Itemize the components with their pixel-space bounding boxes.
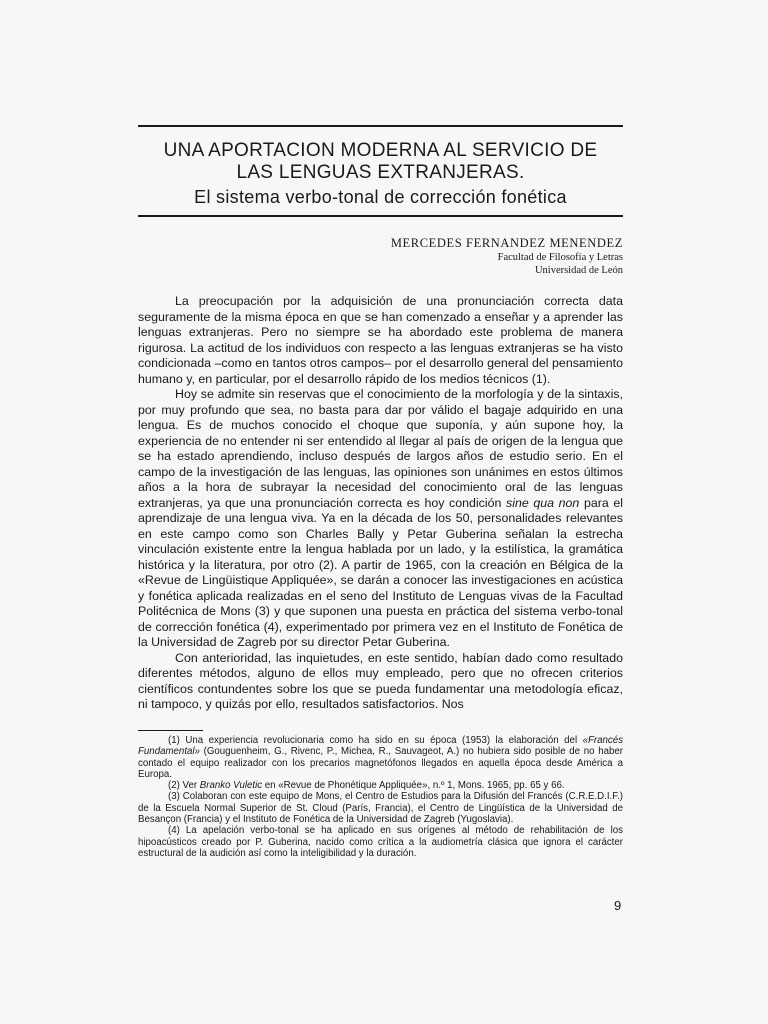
title-line-2: LAS LENGUAS EXTRANJERAS. bbox=[236, 162, 525, 183]
footnote-1 bbox=[138, 735, 623, 780]
footnote-text: (Gouguenheim, G., Rivenc, P., Michea, R., Sauvageot, A.) no hubiera sido posible de no haber contado el equipo realizador con los precarios magnetófonos llegados en aquella época desde América a Europa. bbox=[138, 746, 623, 780]
footnote-italic: Branko Vuletic bbox=[199, 780, 263, 792]
author-affiliation-faculty: Facultad de Filosofía y Letras bbox=[497, 252, 623, 263]
body-text-span: Hoy se admite sin reservas que el conocimiento de la morfología y de la sintaxis, por muy profundo que sea, no basta para dar por válido el bagaje adquirido en una lengua. Es de muchos conocido el choque que suponía, y aún supone hoy, la experiencia de no entender ni ser entendido al llegar al país de origen de la lengua que se ha estado aprendiendo, incluso después de largos años de estudio serio. En el campo de la investigación de las lenguas, las opiniones son unánimes en estos últimos años a la hora de subrayar la necesidad del conocimiento oral de las lenguas extranjeras, ya que una pronunciación correcta es hoy condición bbox=[138, 387, 623, 510]
footnote-separator bbox=[138, 730, 203, 731]
title-block bbox=[138, 140, 623, 208]
footnote-italic: «Francés Fundamental» bbox=[138, 735, 623, 758]
title-line-1: UNA APORTACION MODERNA AL SERVICIO DE bbox=[163, 140, 598, 161]
body-paragraph bbox=[138, 387, 623, 651]
body-paragraph: La preocupación por la adquisición de una pronunciación correcta data seguramente de la misma época en que se han comenzado a enseñar y a aprender las lenguas extranjeras. Pero no siempre se ha abordado este problema de manera rigurosa. La actitud de los individuos con respecto a las lenguas extranjeras se ha visto condicionada –como en tantos otros campos– por el desarrollo general del pensamiento humano y, en particular, por el desarrollo rápido de los medios técnicos (1). bbox=[138, 294, 623, 386]
title-bottom-rule bbox=[138, 215, 623, 217]
footnote-text: (2) Ver bbox=[168, 780, 198, 792]
author-name: MERCEDES FERNANDEZ MENENDEZ bbox=[390, 236, 623, 250]
body-text-span: para el aprendizaje de una lengua viva. Ya en la década de los 50, personalidades relevantes en este campo como son Charles Bally y Petar Guberina señalan la estrecha vinculación existente entre la lengua hablada por un lado, y la estilística, la gramática histórica y la literatura, por otro (2). A partir de 1965, con la creación en Bélgica de la «Revue de Lingüistique Appliquée», se darán a conocer las investigaciones en acústica y fonética aplicada realizadas en el seno del Instituto de Lenguas vivas de la Facultad Politécnica de Mons (3) y que suponen una puesta en práctica del sistema verbo-tonal de corrección fonética (4), experimentado por primera vez en el Instituto de Fonética de la Universidad de Zagreb por su director Petar Guberina. bbox=[138, 495, 624, 649]
author-affiliation-university: Universidad de León bbox=[534, 265, 623, 276]
footnotes bbox=[138, 735, 623, 859]
author-block bbox=[391, 236, 623, 277]
subtitle: El sistema verbo-tonal de corrección fonética bbox=[194, 187, 567, 207]
footnote-2 bbox=[138, 780, 623, 791]
italic-phrase: sine qua non bbox=[506, 495, 580, 510]
footnote-text: en «Revue de Phonétique Appliquée», n.º 1, Mons. 1965, pp. 65 y 66. bbox=[264, 780, 565, 792]
footnote-4: (4) La apelación verbo-tonal se ha aplicado en sus orígenes al método de rehabilitación de los hipoacústicos creado por P. Guberina, nacido como crítica a la audiometría clásica que ignora el carácter estructural de la audición así como la inteligibilidad y la duración. bbox=[138, 825, 623, 859]
footnote-text: (1) Una experiencia revolucionaria como ha sido en su época (1953) la elaboración del bbox=[168, 735, 578, 746]
footnote-3: (3) Colaboran con este equipo de Mons, el Centro de Estudios para la Difusión del Francés (C.R.E.D.I.F.) de la Escuela Normal Superior de St. Cloud (París, Francia), el Centro de Lingüística de la Universidad de Besançon (Francia) y el Instituto de Fonética de la Universidad de Zagreb (Yugoslavia). bbox=[138, 791, 623, 826]
body-paragraph: Con anterioridad, las inquietudes, en este sentido, habían dado como resultado diferentes métodos, alguno de ellos muy empleado, pero que no ofrecen criterios científicos contundentes sobre los que se pueda fundamentar una metodología eficaz, ni tampoco, y quizás por ello, resultados satisfactorios. Nos bbox=[138, 650, 623, 711]
page-number: 9 bbox=[614, 898, 622, 913]
top-rule bbox=[138, 125, 623, 127]
article-body bbox=[138, 294, 623, 713]
